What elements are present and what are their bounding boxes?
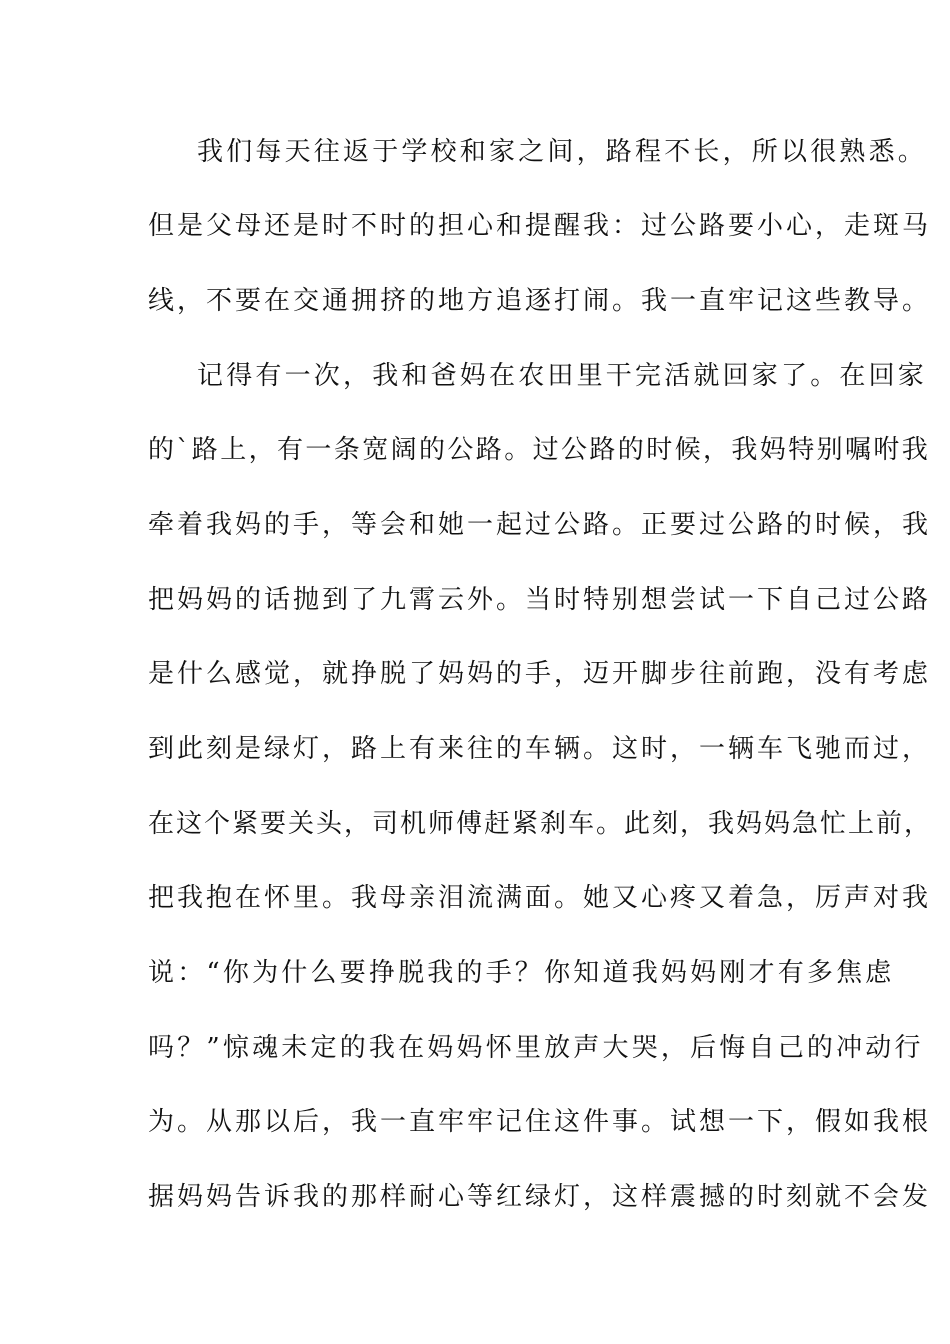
paragraph-2-line-3: 牵着我妈的手，等会和她一起过公路。正要过公路的时候，我 <box>148 510 932 540</box>
paragraph-2-line-8: 把我抱在怀里。我母亲泪流满面。她又心疼又着急，厉声对我 <box>148 883 932 913</box>
paragraph-2-line-6: 到此刻是绿灯，路上有来往的车辆。这时，一辆车飞驰而过， <box>148 734 932 764</box>
paragraph-2-line-4: 把妈妈的话抛到了九霄云外。当时特别想尝试一下自己过公路 <box>148 585 932 615</box>
paragraph-2-line-12: 据妈妈告诉我的那样耐心等红绿灯，这样震撼的时刻就不会发 <box>148 1182 932 1212</box>
paragraph-2-line-10: 吗？”惊魂未定的我在妈妈怀里放声大哭，后悔自己的冲动行 <box>148 1033 924 1063</box>
paragraph-2-line-9: 说：“你为什么要挣脱我的手？你知道我妈妈刚才有多焦虑 <box>148 958 895 988</box>
paragraph-2-line-11: 为。从那以后，我一直牢牢记住这件事。试想一下，假如我根 <box>148 1107 932 1137</box>
paragraph-2-line-7: 在这个紧要关头，司机师傅赶紧刹车。此刻，我妈妈急忙上前， <box>148 809 933 839</box>
paragraph-2-line-5: 是什么感觉，就挣脱了妈妈的手，迈开脚步往前跑，没有考虑 <box>148 659 932 689</box>
paragraph-1-line-1: 我们每天往返于学校和家之间，路程不长，所以很熟悉。 <box>197 137 928 167</box>
paragraph-2-line-1: 记得有一次，我和爸妈在农田里干完活就回家了。在回家 <box>197 361 928 391</box>
paragraph-1-line-3: 线，不要在交通拥挤的地方追逐打闹。我一直牢记这些教导。 <box>148 286 932 316</box>
paragraph-2-line-2: 的`路上，有一条宽阔的公路。过公路的时候，我妈特别嘱咐我 <box>148 435 931 465</box>
paragraph-1-line-2: 但是父母还是时不时的担心和提醒我：过公路要小心，走斑马 <box>148 211 932 241</box>
